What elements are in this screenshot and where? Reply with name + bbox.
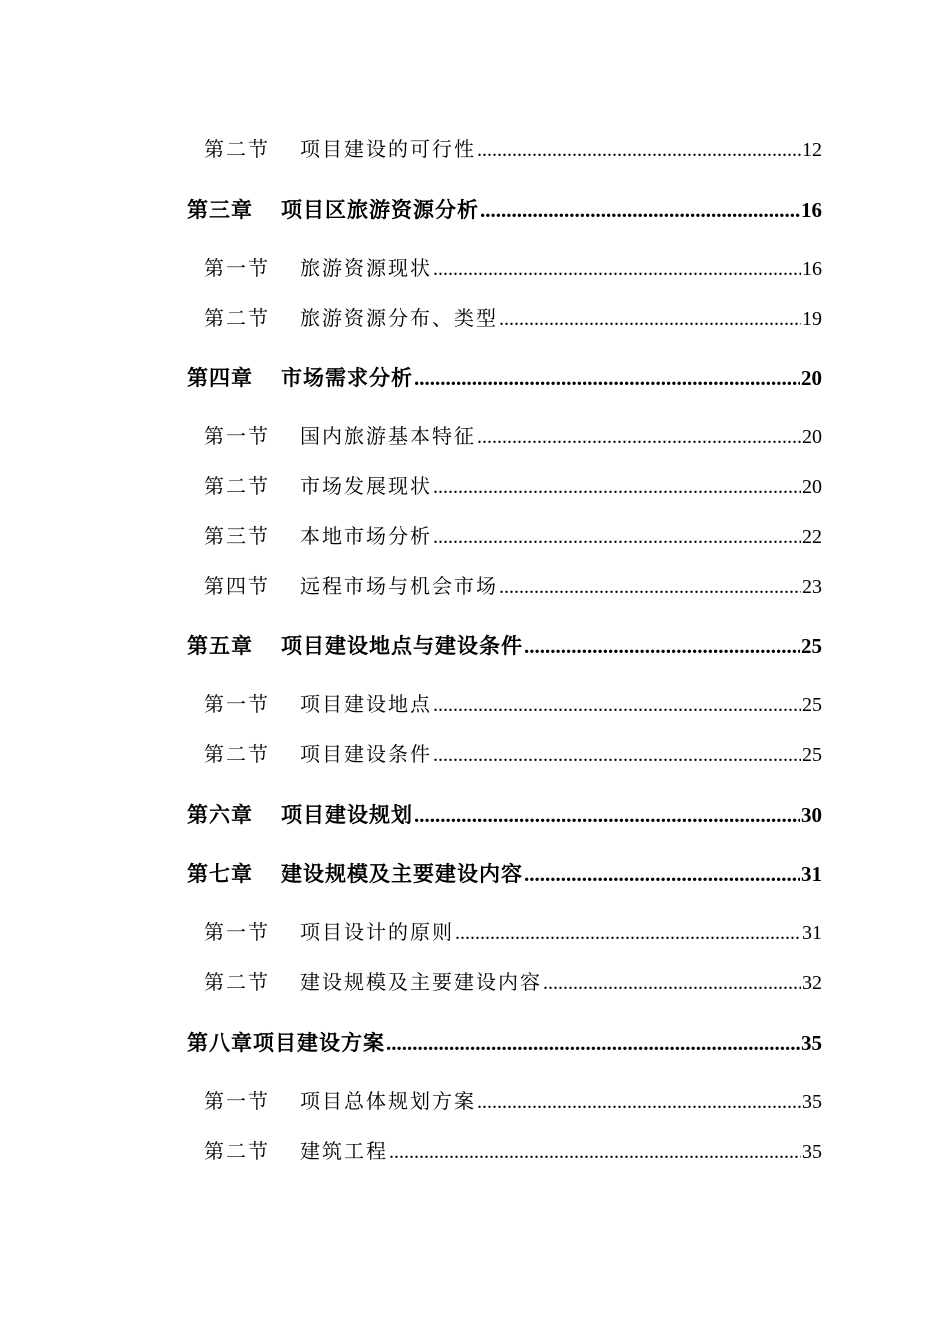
toc-entry-title: 远程市场与机会市场 xyxy=(300,574,498,598)
toc-entry-title: 项目设计的原则 xyxy=(300,920,454,944)
toc-entry-section[interactable] xyxy=(204,972,822,993)
toc-dot-leader xyxy=(524,864,800,885)
toc-entry-section[interactable] xyxy=(204,922,822,943)
toc-dot-leader xyxy=(433,695,801,715)
toc-entry-title: 旅游资源现状 xyxy=(300,256,432,280)
toc-entry-title: 项目建设方案 xyxy=(253,1030,385,1055)
toc-entry-title: 项目建设地点 xyxy=(300,692,432,716)
toc-dot-leader xyxy=(543,973,801,993)
toc-dot-leader xyxy=(480,200,800,221)
toc-entry-number: 第七章 xyxy=(187,861,253,886)
toc-entry-number: 第四章 xyxy=(187,365,253,390)
toc-entry-page: 32 xyxy=(802,972,822,994)
toc-entry-number: 第二节 xyxy=(204,742,270,766)
toc-entry-page: 19 xyxy=(802,308,822,330)
toc-entry-number: 第一节 xyxy=(204,424,270,448)
toc-dot-leader xyxy=(499,577,801,597)
toc-entry-chapter[interactable] xyxy=(187,804,822,826)
toc-entry-title: 项目总体规划方案 xyxy=(300,1089,476,1113)
toc-dot-leader xyxy=(433,259,801,279)
toc-dot-leader xyxy=(499,309,801,329)
toc-dot-leader xyxy=(386,1033,800,1054)
toc-dot-leader xyxy=(477,140,801,160)
toc-entry-page: 31 xyxy=(802,922,822,944)
toc-entry-page: 35 xyxy=(802,1091,822,1113)
toc-entry-title: 建筑工程 xyxy=(300,1139,388,1163)
toc-entry-page: 12 xyxy=(802,139,822,161)
toc-dot-leader xyxy=(414,368,800,389)
toc-entry-title: 建设规模及主要建设内容 xyxy=(300,970,542,994)
toc-entry-number: 第一节 xyxy=(204,256,270,280)
toc-dot-leader xyxy=(433,745,801,765)
toc-entry-number: 第六章 xyxy=(187,802,253,827)
toc-entry-number: 第二节 xyxy=(204,474,270,498)
toc-entry-number: 第一节 xyxy=(204,920,270,944)
toc-entry-section[interactable] xyxy=(204,694,822,715)
toc-dot-leader xyxy=(414,805,800,826)
toc-entry-section[interactable] xyxy=(204,476,822,497)
toc-entry-number: 第二节 xyxy=(204,137,270,161)
toc-entry-title: 本地市场分析 xyxy=(300,524,432,548)
toc-entry-page: 35 xyxy=(801,1031,822,1055)
toc-entry-chapter[interactable] xyxy=(187,635,822,657)
toc-entry-number: 第四节 xyxy=(204,574,270,598)
toc-entry-title: 项目建设条件 xyxy=(300,742,432,766)
toc-dot-leader xyxy=(433,527,801,547)
toc-entry-chapter[interactable] xyxy=(187,1032,822,1054)
toc-entry-page: 30 xyxy=(801,803,822,827)
toc-dot-leader xyxy=(433,477,801,497)
toc-entry-title: 市场需求分析 xyxy=(281,365,413,390)
toc-entry-number: 第二节 xyxy=(204,970,270,994)
toc-entry-section[interactable] xyxy=(204,576,822,597)
toc-entry-chapter[interactable] xyxy=(187,367,822,389)
toc-entry-section[interactable] xyxy=(204,744,822,765)
toc-entry-number: 第五章 xyxy=(187,633,253,658)
toc-entry-title: 建设规模及主要建设内容 xyxy=(281,861,523,886)
toc-entry-number: 第二节 xyxy=(204,306,270,330)
toc-entry-page: 16 xyxy=(802,258,822,280)
toc-entry-page: 25 xyxy=(801,634,822,658)
toc-entry-page: 31 xyxy=(801,862,822,886)
toc-entry-page: 20 xyxy=(802,476,822,498)
toc-entry-title: 国内旅游基本特征 xyxy=(300,424,476,448)
toc-entry-title: 项目区旅游资源分析 xyxy=(281,197,479,222)
toc-entry-number: 第一节 xyxy=(204,692,270,716)
toc-entry-title: 旅游资源分布、类型 xyxy=(300,306,498,330)
toc-entry-page: 25 xyxy=(802,694,822,716)
toc-entry-title: 市场发展现状 xyxy=(300,474,432,498)
toc-dot-leader xyxy=(389,1142,801,1162)
toc-entry-number: 第八章 xyxy=(187,1030,253,1055)
toc-entry-page: 20 xyxy=(801,366,822,390)
toc-entry-title: 项目建设规划 xyxy=(281,802,413,827)
toc-entry-page: 22 xyxy=(802,526,822,548)
toc-entry-section[interactable] xyxy=(204,258,822,279)
toc-entry-title: 项目建设的可行性 xyxy=(300,137,476,161)
toc-dot-leader xyxy=(477,1092,801,1112)
toc-entry-page: 25 xyxy=(802,744,822,766)
toc-dot-leader xyxy=(455,923,801,943)
toc-dot-leader xyxy=(524,636,800,657)
toc-entry-page: 16 xyxy=(801,198,822,222)
toc-entry-number: 第一节 xyxy=(204,1089,270,1113)
toc-entry-section[interactable] xyxy=(204,426,822,447)
toc-entry-number: 第三章 xyxy=(187,197,253,222)
toc-entry-number: 第三节 xyxy=(204,524,270,548)
toc-entry-section[interactable] xyxy=(204,139,822,160)
toc-entry-title: 项目建设地点与建设条件 xyxy=(281,633,523,658)
toc-entry-page: 20 xyxy=(802,426,822,448)
toc-dot-leader xyxy=(477,427,801,447)
toc-entry-section[interactable] xyxy=(204,1141,822,1162)
toc-entry-section[interactable] xyxy=(204,526,822,547)
toc-entry-chapter[interactable] xyxy=(187,199,822,221)
toc-entry-section[interactable] xyxy=(204,1091,822,1112)
toc-entry-page: 35 xyxy=(802,1141,822,1163)
toc-entry-section[interactable] xyxy=(204,308,822,329)
toc-entry-number: 第二节 xyxy=(204,1139,270,1163)
toc-entry-page: 23 xyxy=(802,576,822,598)
toc-entry-chapter[interactable] xyxy=(187,863,822,885)
